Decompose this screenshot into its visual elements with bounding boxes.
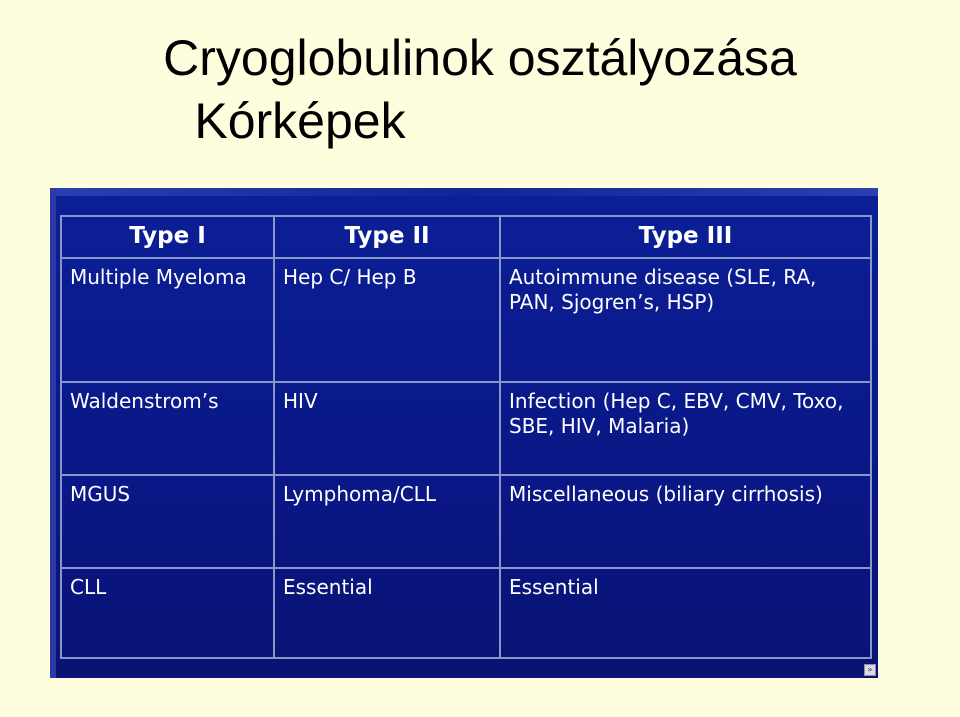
table-row: [61, 475, 871, 568]
page-subtitle: Kórképek: [194, 93, 406, 149]
header-type-ii: Type II: [274, 216, 500, 258]
cell-type-i: Multiple Myeloma: [61, 258, 274, 382]
cell-type-i: Waldenstrom’s: [61, 382, 274, 475]
cryoglobulin-classification-table: [60, 215, 872, 659]
cell-type-iii: Miscellaneous (biliary cirrhosis): [500, 475, 871, 568]
cell-type-ii: HIV: [274, 382, 500, 475]
table-row: [61, 258, 871, 382]
page-title: Cryoglobulinok osztályozása: [163, 30, 797, 86]
cell-type-iii: Infection (Hep C, EBV, CMV, Toxo, SBE, HIV, Malaria): [500, 382, 871, 475]
cell-type-iii: Autoimmune disease (SLE, RA, PAN, Sjogren’s, HSP): [500, 258, 871, 382]
cell-type-i: MGUS: [61, 475, 274, 568]
header-type-i: Type I: [61, 216, 274, 258]
cell-type-i: CLL: [61, 568, 274, 658]
embedded-slide-image: [50, 188, 878, 678]
cell-type-iii: Essential: [500, 568, 871, 658]
double-chevron-up-icon: »: [864, 664, 876, 676]
slide-top-edge: [50, 188, 878, 196]
header-type-iii: Type III: [500, 216, 871, 258]
cell-type-ii: Hep C/ Hep B: [274, 258, 500, 382]
cell-type-ii: Essential: [274, 568, 500, 658]
table-row: [61, 382, 871, 475]
slide-left-edge: [50, 188, 56, 678]
table-row: [61, 568, 871, 658]
cell-type-ii: Lymphoma/CLL: [274, 475, 500, 568]
table-header-row: [61, 216, 871, 258]
